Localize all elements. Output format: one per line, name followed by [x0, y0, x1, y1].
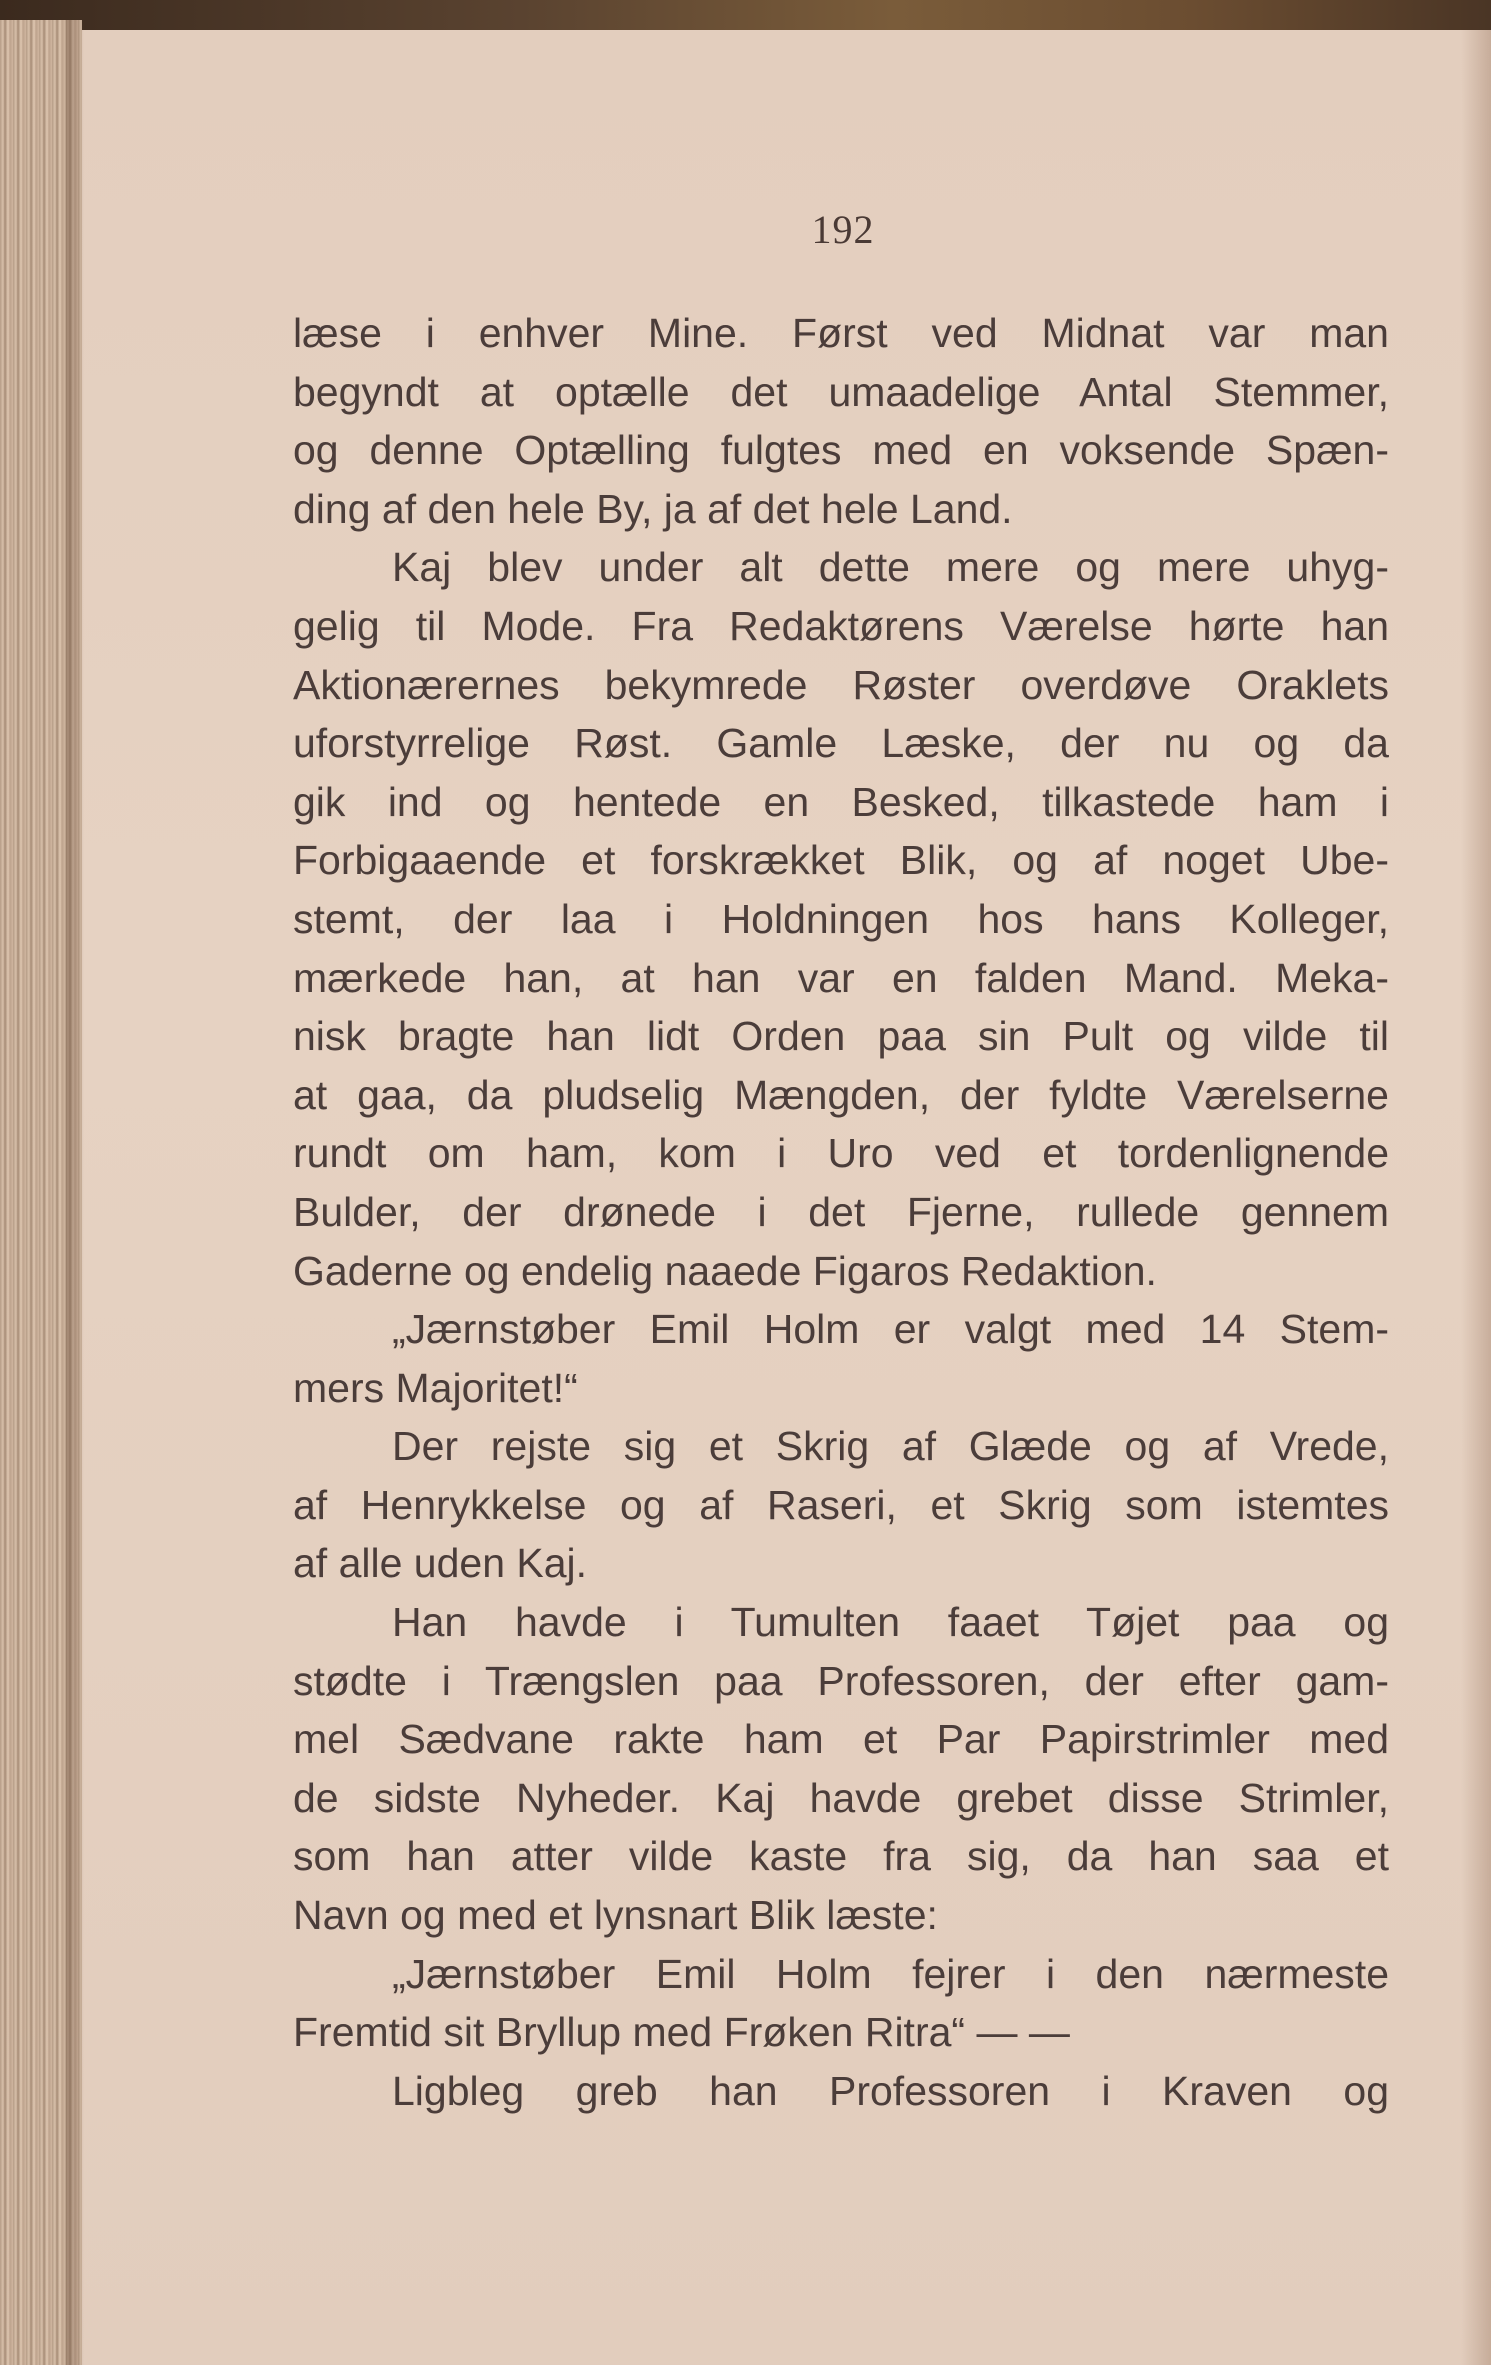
page-number: 192	[811, 207, 875, 252]
text-line: Ligbleg greb han Professoren i Kraven og	[392, 2067, 1389, 2114]
body-text	[293, 304, 1389, 2120]
text-line: Navn og med et lynsnart Blik læste:	[293, 1892, 938, 1939]
text-line: gik ind og hentede en Besked, tilkastede ham i	[293, 778, 1389, 825]
text-line: mers Majoritet!“	[293, 1364, 578, 1411]
text-line: „Jærnstøber Emil Holm er valgt med 14 Stem-	[392, 1306, 1389, 1353]
text-line: „Jærnstøber Emil Holm fejrer i den nærmeste	[392, 1950, 1389, 1997]
text-line: Kaj blev under alt dette mere og mere uhyg-	[392, 544, 1389, 591]
text-line: nisk bragte han lidt Orden paa sin Pult og vilde til	[293, 1013, 1389, 1060]
text-line: som han atter vilde kaste fra sig, da han saa et	[293, 1833, 1389, 1880]
text-line: mel Sædvane rakte ham et Par Papirstrimler med	[293, 1716, 1389, 1763]
text-line: ding af den hele By, ja af det hele Land.	[293, 485, 1013, 532]
text-line: Han havde i Tumulten faaet Tøjet paa og	[392, 1599, 1389, 1646]
text-line: Der rejste sig et Skrig af Glæde og af Vrede,	[392, 1423, 1389, 1470]
text-line: begyndt at optælle det umaadelige Antal Stemmer,	[293, 368, 1389, 415]
text-line: Aktionærernes bekymrede Røster overdøve Oraklets	[293, 661, 1389, 708]
text-line: Forbigaaende et forskrækket Blik, og af noget Ube-	[293, 837, 1389, 884]
text-line: de sidste Nyheder. Kaj havde grebet disse Strimler,	[293, 1774, 1389, 1821]
text-line: læse i enhver Mine. Først ved Midnat var man	[293, 310, 1389, 356]
page-right-shadow	[1461, 30, 1491, 2365]
text-line: rundt om ham, kom i Uro ved et tordenlignende	[293, 1130, 1389, 1177]
gutter-shadow	[66, 20, 84, 2365]
text-line: af Henrykkelse og af Raseri, et Skrig som istemtes	[293, 1481, 1389, 1528]
text-line: og denne Optælling fulgtes med en voksende Spæn-	[293, 427, 1389, 474]
text-line: Bulder, der drønede i det Fjerne, rullede gennem	[293, 1188, 1389, 1235]
text-line: stemt, der laa i Holdningen hos hans Kolleger,	[293, 895, 1389, 942]
text-line: at gaa, da pludselig Mængden, der fyldte Værelserne	[293, 1071, 1389, 1118]
text-line: stødte i Trængslen paa Professoren, der efter gam-	[293, 1657, 1389, 1704]
text-line: mærkede han, at han var en falden Mand. Meka-	[293, 954, 1389, 1001]
text-line: Fremtid sit Bryllup med Frøken Ritra“ — —	[293, 2009, 1070, 2056]
text-line: uforstyrrelige Røst. Gamle Læske, der nu og da	[293, 720, 1389, 767]
text-line: af alle uden Kaj.	[293, 1540, 588, 1587]
book-binding-top	[0, 0, 1491, 34]
text-line: gelig til Mode. Fra Redaktørens Værelse hørte han	[293, 602, 1389, 649]
text-line: Gaderne og endelig naaede Figaros Redaktion.	[293, 1247, 1157, 1294]
